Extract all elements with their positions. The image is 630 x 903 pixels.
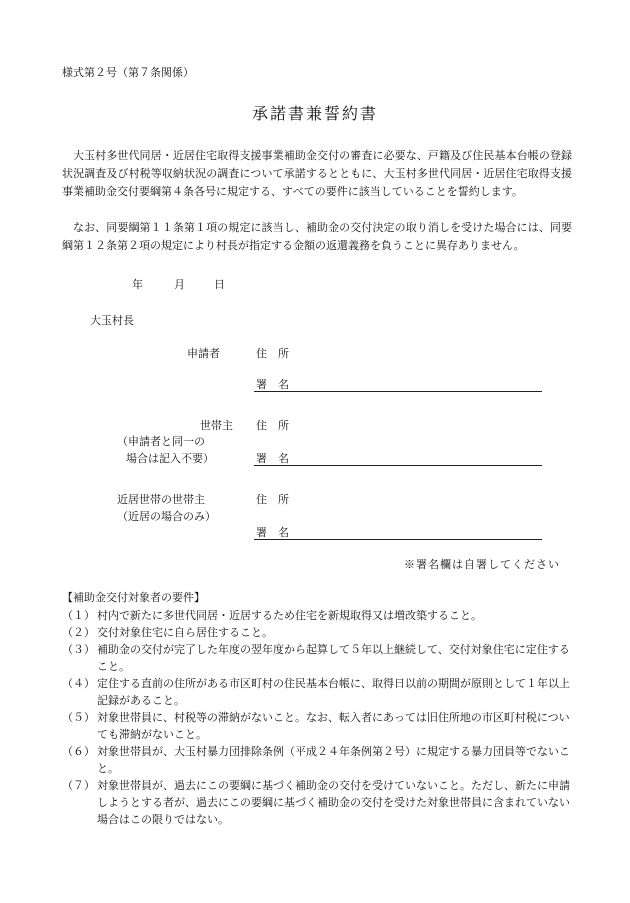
applicant-address-label: 住 所 — [256, 347, 289, 360]
signature-note: ※署名欄は自署してください — [404, 558, 560, 571]
requirement-text: 定住する直前の住所がある市区町村の住民基本台帳に、取得日以前の期間が原則として１年以上記録があること。 — [97, 677, 570, 707]
applicant-name-label: 署 名 — [256, 378, 289, 391]
requirement-number: （１） — [62, 609, 95, 622]
household-head-name-label: 署 名 — [256, 452, 289, 465]
requirement-item — [62, 641, 574, 675]
obligation-paragraph: なお、同要綱第１１条第１項の規定に該当し、補助金の交付決定の取り消しを受けた場合には、同要綱第１２条第２項の規定により村長が指定する金額の返還義務を負うことに異存ありません。 — [62, 221, 572, 252]
household-head-address-label: 住 所 — [256, 419, 289, 432]
household-head-label: 世帯主 — [200, 419, 233, 432]
neighbor-head-name-label: 署 名 — [256, 526, 289, 539]
neighbor-head-signature-line[interactable] — [254, 539, 542, 540]
neighbor-head-label: 近居世帯の世帯主 — [117, 493, 205, 506]
requirement-number: （２） — [62, 626, 95, 639]
date-day-label: 日 — [214, 278, 225, 291]
requirement-text: 村内で新たに多世代同居・近居するため住宅を新規取得又は増改築すること。 — [97, 609, 482, 622]
requirement-number: （６） — [62, 745, 95, 758]
requirement-text: 対象世帯員が、大玉村暴力団排除条例（平成２４年条例第２号）に規定する暴力団員等でないこと。 — [97, 745, 570, 775]
household-head-signature-line[interactable] — [254, 465, 542, 466]
requirement-number: （３） — [62, 643, 95, 656]
date-year-label: 年 — [132, 278, 143, 291]
form-label: 様式第２号（第７条関係） — [62, 66, 194, 79]
requirement-item — [62, 675, 574, 709]
document-title: 承諾書兼誓約書 — [251, 104, 378, 123]
addressee: 大玉村長 — [90, 314, 134, 327]
requirement-number: （７） — [62, 779, 95, 792]
requirement-item — [62, 743, 574, 777]
requirement-item — [62, 607, 574, 624]
neighbor-head-address-label: 住 所 — [256, 493, 289, 506]
requirement-number: （４） — [62, 677, 95, 690]
consent-paragraph: 大玉村多世代同居・近居住宅取得支援事業補助金交付の審査に必要な、戸籍及び住民基本台帳の登録状況調査及び村税等収納状況の調査について承諾するとともに、大玉村多世代同居・近居住宅取得支援事業補助金交付要綱第４条各号に規定する、すべての要件に該当していることを誓約します。 — [62, 149, 572, 198]
household-head-note-line1: （申請者と同一の — [117, 435, 205, 448]
requirement-item — [62, 777, 574, 828]
requirements-heading: 【補助金交付対象者の要件】 — [62, 591, 205, 604]
date-month-label: 月 — [174, 278, 185, 291]
requirement-item — [62, 624, 574, 641]
requirement-number: （５） — [62, 711, 95, 724]
applicant-label: 申請者 — [187, 347, 220, 360]
requirement-text: 対象世帯員が、過去にこの要綱に基づく補助金の交付を受けていないこと。ただし、新たに申請しようとする者が、過去にこの要綱に基づく補助金の交付を受けた対象世帯員に含まれていない場合はこの限りではない。 — [97, 779, 570, 826]
requirement-text: 交付対象住宅に自ら居住すること。 — [97, 626, 273, 639]
household-head-note-line2: 場合は記入不要） — [126, 452, 214, 465]
applicant-signature-line[interactable] — [254, 391, 542, 392]
neighbor-head-note: （近居の場合のみ） — [117, 510, 216, 523]
requirement-text: 対象世帯員に、村税等の滞納がないこと。なお、転入者にあっては旧住所地の市区町村税についても滞納がないこと。 — [97, 711, 570, 741]
requirement-text: 補助金の交付が完了した年度の翌年度から起算して５年以上継続して、交付対象住宅に定住すること。 — [97, 643, 570, 673]
requirement-item — [62, 709, 574, 743]
